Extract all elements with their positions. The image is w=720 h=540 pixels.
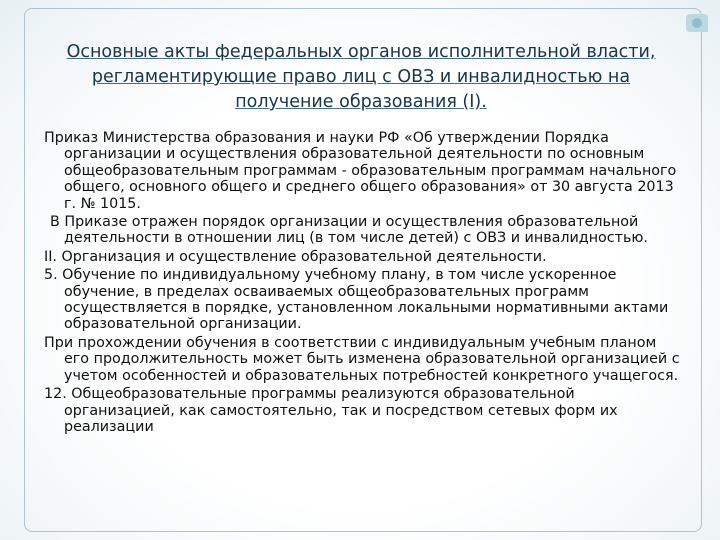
title-line-3: получение образования (I).: [235, 92, 487, 112]
paragraph-individual-plan: При прохождении обучения в соответствии с индивидуальным учебным планом его продолжительность может быть изменена образовательной организацией с учетом особенностей и образовательных потребностей конкретного учащегося.: [44, 334, 680, 384]
slide-title: [30, 40, 692, 115]
corner-decoration-dot: [692, 18, 702, 28]
paragraph-order-description: В Приказе отражен порядок организации и осуществления образовательной деятельности в отношении лиц (в том числе детей) с ОВЗ и инвалидностью.: [50, 214, 648, 247]
title-line-1: Основные акты федеральных органов исполнительной власти,: [66, 42, 656, 62]
paragraph-item-5: 5. Обучение по индивидуальному учебному плану, в том числе ускоренное обучение, в пределах осваиваемых общеобразовательных программ осуществляется в порядке, установленном локальными нормативными актами образовательной организации.: [44, 267, 669, 333]
title-line-2: регламентирующие право лиц с ОВЗ и инвалидностью на: [91, 67, 631, 87]
paragraph-section-2: II. Организация и осуществление образовательной деятельности.: [44, 248, 547, 265]
paragraph-order: Приказ Министерства образования и науки РФ «Об утверждении Порядка организации и осуществления образовательной деятельности по основным общеобразовательным программам - образовательным программам начального общего, основного общего и среднего общего образования» от 30 августа 2013 г. № 1015.: [44, 130, 677, 212]
paragraph-item-12: 12. Общеобразовательные программы реализуются образовательной организацией, как самостоятельно, так и посредством сетевых форм их реализации: [44, 386, 618, 435]
slide-body: [44, 130, 684, 437]
